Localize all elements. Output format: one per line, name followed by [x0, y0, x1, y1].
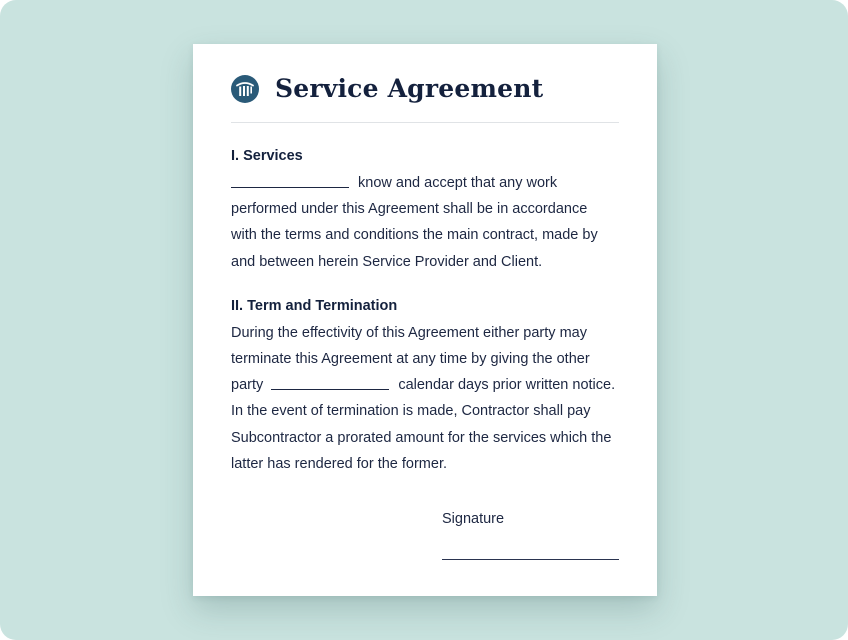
paragraph-line: performed under this Agreement shall be in accordance: [231, 201, 588, 218]
section-heading: I. Services: [231, 148, 303, 164]
signature-label: Signature: [442, 511, 505, 527]
paragraph-line: [231, 372, 631, 398]
paragraph-line: and between herein Service Provider and Client.: [231, 253, 543, 270]
paragraph-line: latter has rendered for the former.: [231, 455, 447, 472]
pillar-column-icon: [231, 75, 259, 103]
paragraph-line: terminate this Agreement at any time by giving the other: [231, 350, 590, 367]
section-paragraph: [231, 170, 631, 275]
paragraph-line: Subcontractor a prorated amount for the services which the: [231, 429, 612, 446]
document-page: [193, 44, 657, 596]
paragraph-line: [231, 170, 631, 196]
fill-in-blank-line[interactable]: [231, 186, 349, 188]
line-text: know and accept that any work: [358, 175, 558, 191]
signature-line[interactable]: [442, 559, 619, 560]
section-services: [231, 146, 631, 275]
paragraph-line: with the terms and conditions the main contract, made by: [231, 227, 598, 244]
document-body: [231, 146, 631, 477]
paragraph-line: In the event of termination is made, Contractor shall pay: [231, 403, 591, 420]
paragraph-line: During the effectivity of this Agreement either party may: [231, 324, 587, 341]
line-text: party: [231, 377, 264, 394]
line-text: calendar days prior written notice.: [398, 377, 616, 394]
document-header: [231, 72, 619, 123]
fill-in-blank-line[interactable]: [271, 388, 389, 390]
document-title: Service Agreement: [275, 74, 544, 103]
section-paragraph: [231, 320, 631, 477]
section-heading: II. Term and Termination: [231, 297, 398, 314]
section-term-and-termination: [231, 296, 631, 477]
signature-block: [442, 509, 619, 560]
